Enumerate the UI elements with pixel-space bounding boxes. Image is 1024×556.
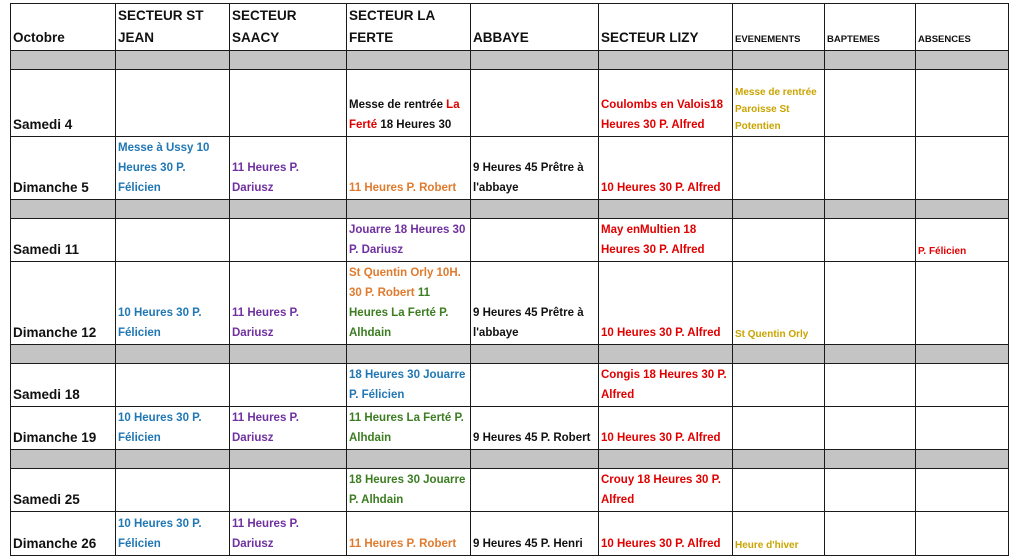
header-month: Octobre: [11, 4, 116, 51]
cell-saacy: 11 Heures P. Dariusz: [230, 512, 347, 556]
cell-evenements: [733, 219, 825, 262]
cell-la-ferte: 11 Heures P. Robert: [347, 137, 471, 200]
cell-baptemes: [825, 70, 916, 137]
cell-evenements: [733, 469, 825, 512]
cell-absences: [916, 137, 1009, 200]
header-secteur-lizy: SECTEUR LIZY: [599, 4, 733, 51]
cell-text: La Ferté: [349, 99, 460, 131]
cell-la-ferte: 18 Heures 30 Jouarre P. Alhdain: [347, 469, 471, 512]
cell-lizy: Congis 18 Heures 30 P. Alfred: [599, 364, 733, 407]
cell-baptemes: [825, 364, 916, 407]
cell-lizy: 10 Heures 30 P. Alfred: [599, 407, 733, 450]
cell-absences: P. Félicien: [916, 219, 1009, 262]
cell-saacy: 11 Heures P. Dariusz: [230, 137, 347, 200]
table-row: [11, 407, 1009, 450]
cell-saacy: [230, 364, 347, 407]
cell-baptemes: [825, 262, 916, 345]
cell-la-ferte: Jouarre 18 Heures 30 P. Dariusz: [347, 219, 471, 262]
cell-abbaye: [471, 364, 599, 407]
cell-la-ferte: 11 Heures P. Robert: [347, 512, 471, 556]
cell-abbaye: 9 Heures 45 Prêtre à l'abbaye: [471, 137, 599, 200]
cell-st-jean: 10 Heures 30 P. Félicien: [116, 407, 230, 450]
cell-absences: [916, 512, 1009, 556]
cell-lizy: Coulombs en Valois18 Heures 30 P. Alfred: [599, 70, 733, 137]
cell-st-jean: Messe à Ussy 10 Heures 30 P. Félicien: [116, 137, 230, 200]
cell-text: Messe de rentrée: [349, 99, 447, 111]
cell-saacy: [230, 70, 347, 137]
cell-text: 18 Heures 30: [377, 119, 452, 131]
cell-evenements: Messe de rentrée Paroisse St Potentien: [733, 70, 825, 137]
header-abbaye: ABBAYE: [471, 4, 599, 51]
separator-row: [11, 345, 1009, 364]
cell-st-jean: [116, 70, 230, 137]
cell-saacy: [230, 219, 347, 262]
cell-st-jean: [116, 219, 230, 262]
cell-lizy: 10 Heures 30 P. Alfred: [599, 262, 733, 345]
table-row: [11, 262, 1009, 345]
cell-st-jean: 10 Heures 30 P. Félicien: [116, 512, 230, 556]
table-row: [11, 137, 1009, 200]
cell-abbaye: [471, 469, 599, 512]
day-label: Dimanche 5: [11, 137, 116, 200]
cell-evenements: [733, 407, 825, 450]
cell-evenements: St Quentin Orly: [733, 262, 825, 345]
header-evenements: EVENEMENTS: [733, 4, 825, 51]
separator-row: [11, 200, 1009, 219]
cell-absences: [916, 407, 1009, 450]
day-label: Dimanche 12: [11, 262, 116, 345]
day-label: Dimanche 26: [11, 512, 116, 556]
cell-absences: [916, 364, 1009, 407]
day-label: Samedi 4: [11, 70, 116, 137]
separator-row: [11, 51, 1009, 70]
cell-lizy: 10 Heures 30 P. Alfred: [599, 512, 733, 556]
cell-baptemes: [825, 219, 916, 262]
cell-abbaye: [471, 70, 599, 137]
cell-lizy: May enMultien 18 Heures 30 P. Alfred: [599, 219, 733, 262]
cell-saacy: 11 Heures P. Dariusz: [230, 262, 347, 345]
cell-text: St Quentin Orly 10H. 30 P. Robert: [349, 267, 461, 299]
cell-abbaye: 9 Heures 45 P. Henri: [471, 512, 599, 556]
day-label: Samedi 11: [11, 219, 116, 262]
cell-baptemes: [825, 512, 916, 556]
cell-absences: [916, 70, 1009, 137]
cell-evenements: [733, 364, 825, 407]
cell-abbaye: 9 Heures 45 Prêtre à l'abbaye: [471, 262, 599, 345]
cell-la-ferte: 18 Heures 30 Jouarre P. Félicien: [347, 364, 471, 407]
cell-lizy: Crouy 18 Heures 30 P. Alfred: [599, 469, 733, 512]
cell-lizy: 10 Heures 30 P. Alfred: [599, 137, 733, 200]
cell-st-jean: [116, 364, 230, 407]
header-secteur-saacy: SECTEUR SAACY: [230, 4, 347, 51]
cell-evenements: [733, 137, 825, 200]
table-row: [11, 364, 1009, 407]
header-baptemes: BAPTEMES: [825, 4, 916, 51]
cell-baptemes: [825, 137, 916, 200]
cell-abbaye: [471, 219, 599, 262]
cell-la-ferte: [347, 262, 471, 345]
cell-evenements: Heure d'hiver: [733, 512, 825, 556]
cell-la-ferte: 11 Heures La Ferté P. Alhdain: [347, 407, 471, 450]
cell-saacy: [230, 469, 347, 512]
day-label: Samedi 25: [11, 469, 116, 512]
cell-absences: [916, 469, 1009, 512]
table-row: [11, 219, 1009, 262]
cell-saacy: 11 Heures P. Dariusz: [230, 407, 347, 450]
header-secteur-la-ferte: SECTEUR LA FERTE: [347, 4, 471, 51]
table-row: [11, 469, 1009, 512]
cell-baptemes: [825, 407, 916, 450]
table-row: [11, 512, 1009, 556]
header-absences: ABSENCES: [916, 4, 1009, 51]
cell-la-ferte: [347, 70, 471, 137]
cell-text: 11 Heures La Ferté P. Alhdain: [349, 287, 449, 339]
cell-st-jean: 10 Heures 30 P. Félicien: [116, 262, 230, 345]
separator-row: [11, 450, 1009, 469]
day-label: Dimanche 19: [11, 407, 116, 450]
cell-abbaye: 9 Heures 45 P. Robert: [471, 407, 599, 450]
cell-absences: [916, 262, 1009, 345]
schedule-table: [10, 3, 1009, 556]
header-secteur-st-jean: SECTEUR ST JEAN: [116, 4, 230, 51]
header-row: [11, 4, 1009, 51]
cell-st-jean: [116, 469, 230, 512]
table-row: [11, 70, 1009, 137]
day-label: Samedi 18: [11, 364, 116, 407]
cell-baptemes: [825, 469, 916, 512]
